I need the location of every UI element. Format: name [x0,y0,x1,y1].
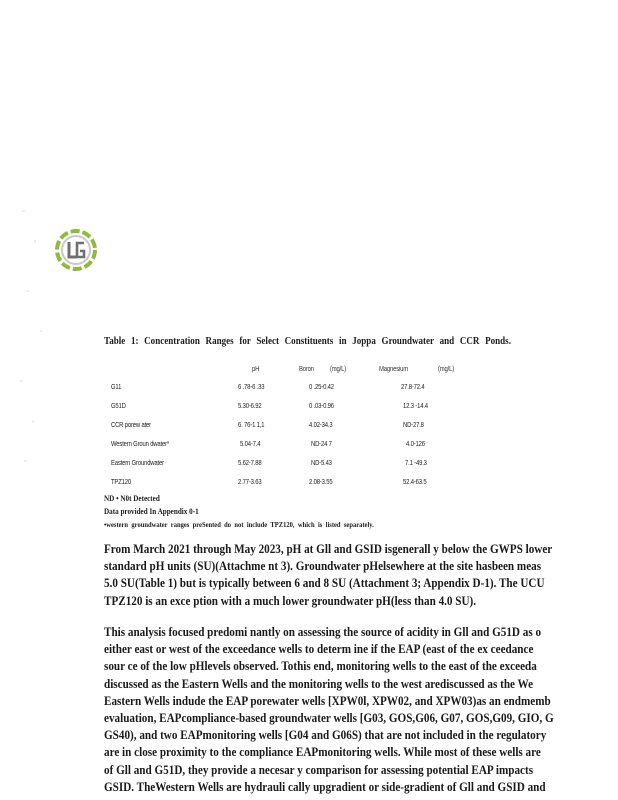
note-western: •western groundwater ranges preSented do not include TPZ120, which is listed separately. [104,520,374,529]
text-line: TPZ120 is an exce ption with a much lower groundwater pH(less than 4.0 SU). [104,593,477,608]
row-name: Eastern Groundwater [111,458,164,467]
row-name: TPZ120 [111,477,131,486]
header-boron: Boron [299,364,314,373]
row-name: Western Groun dwater* [111,439,170,448]
header-magnesium: Magnesium [379,364,408,373]
text-line: are in close proximity to the compliance EAPmonitoring wells. While most of these wells are [104,745,541,760]
row-magnesium: 12.3 -14.4 [403,401,428,410]
row-magnesium: 52.4-63.5 [403,477,427,486]
row-name: G51D [111,401,126,410]
text-line: standard pH units (SU)(Attachme nt 3). Groundwater pHelsewhere at the site hasbeen meas [104,559,542,574]
row-boron: 0 .03-0.96 [309,401,334,410]
table-notes [104,492,524,531]
row-ph: 5.62-7.88 [238,458,262,467]
row-magnesium: 7.1 -49.3 [405,458,427,467]
text-line: GSID. TheWestern Wells are hydrauli cally upgradient or side-gradient of Gll and GSID and [104,779,546,794]
header-magnesium-unit: (mg/L) [438,364,455,373]
paragraph-ph-summary [104,541,618,610]
header-boron-unit: (mg/L) [330,364,347,373]
header-ph: pH [252,364,260,373]
paragraph-analysis [104,624,618,796]
row-ph: 6. 76-1 1,1 [238,420,265,429]
text-line: evaluation, EAPcompliance-based groundwater wells [G03, GOS,G06, G07, GOS,G09, GIO, G [104,711,554,726]
text-line: GS40), and two EAPmonitoring wells [G04 and G06S) that are not included in the regulatory [104,728,547,743]
text-line: 5.0 SU(Table 1) but is typically between 6 and 8 SU (Attachment 3; Appendix D-1). The UCU [104,576,545,591]
text-line: either east or west of the exceedance wells to determ ine if the EAP (east of the ex ceedance [104,642,534,657]
row-name: G11 [111,382,122,391]
note-nd: ND • N0t Detected [104,494,160,503]
row-boron: 4.02-34.3 [309,420,333,429]
row-magnesium: ND-27.8 [403,420,424,429]
text-line: discussed as the Eastern Wells and the monitoring wells to the west arediscussed as the We [104,676,534,691]
row-magnesium: 27.8-72.4 [401,382,425,391]
text-line: This analysis focused predomi nantly on assessing the source of acidity in Gll and G51D as o [104,625,542,639]
text-line: From March 2021 through May 2023, pH at Gll and GSID isgenerall y below the GWPS lower [104,542,553,556]
text-line: Eastern Wells indude the EAP porewater wells [XPW0l, XPW02, and XPW03)as an endmemb [104,693,551,708]
text-line: sour ce of the low pHlevels observed. Tothis end, monitoring wells to the east of the exceeda [104,659,537,674]
row-name: CCR porew ater [111,420,151,429]
row-ph: 5.30-6.92 [238,401,262,410]
note-data-source: Data provided In Appendix 0-1 [104,507,199,516]
row-ph: 2.77-3.63 [238,477,262,486]
row-boron: 0 .25-0.42 [309,382,334,391]
row-ph: 5.04-7.4 [240,439,261,448]
row-boron: ND-24 7 [311,439,332,448]
row-boron: 2.08-3.55 [309,477,333,486]
table-title: Table 1: Concentration Ranges for Select Constituents in Joppa Groundwater and CCR Ponds. [104,336,511,347]
row-magnesium: 4.0-126 [406,439,425,448]
row-ph: 6 .78-6 .33 [238,382,265,391]
row-boron: ND-5.43 [311,458,332,467]
text-line: of Gll and G51D, they provide a necesar y comparison for assessing potential EAP impacts [104,762,534,777]
